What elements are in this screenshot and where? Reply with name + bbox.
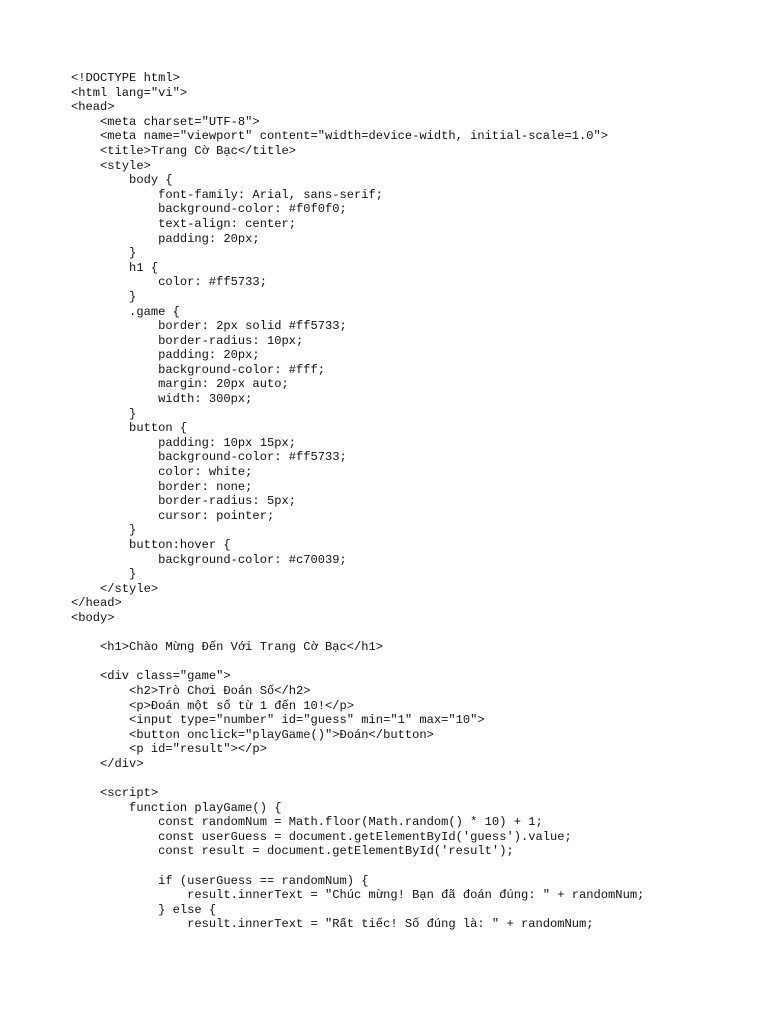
code-line: background-color: #c70039; [71,552,347,567]
code-line: </div> [71,756,144,771]
code-line [71,859,644,874]
code-line: margin: 20px auto; [71,377,289,392]
code-line: border: 2px solid #ff5733; [71,319,347,334]
code-line: <input type="number" id="guess" min="1" max="10"> [71,713,485,728]
code-line: color: #ff5733; [71,275,267,290]
code-line: } [71,406,137,421]
code-line: } [71,523,137,538]
code-line: border: none; [71,479,253,494]
code-line: .game { [71,304,180,319]
code-line: function playGame() { [71,800,282,815]
code-line: border-radius: 10px; [71,333,304,348]
code-line: color: white; [71,465,253,480]
code-line: <button onclick="playGame()">Đoán</button> [71,727,434,742]
code-line: if (userGuess == randomNum) { [71,873,369,888]
code-line: <html lang="vi"> [71,85,188,100]
code-line: <!DOCTYPE html> [71,71,180,85]
code-line: } [71,567,137,582]
code-line: <h1>Chào Mừng Đến Với Trang Cờ Bạc</h1> [71,640,384,655]
code-line: <h2>Trò Chơi Đoán Số</h2> [71,683,311,698]
code-line: cursor: pointer; [71,508,275,523]
code-line: const result = document.getElementById('result'); [71,844,514,859]
code-line: <title>Trang Cờ Bạc</title> [71,143,296,158]
code-line: const randomNum = Math.floor(Math.random() * 10) + 1; [71,815,543,830]
code-line: <script> [71,786,159,801]
code-line: padding: 10px 15px; [71,435,296,450]
code-line: padding: 20px; [71,231,260,246]
code-line: </head> [71,596,122,611]
code-line: h1 { [71,260,159,275]
code-line: button:hover { [71,538,231,552]
code-line: } else { [71,902,217,917]
code-line: width: 300px; [71,392,253,407]
code-line [71,626,644,641]
code-line: button { [71,421,188,436]
code-line: <meta name="viewport" content="width=device-width, initial-scale=1.0"> [71,129,609,144]
code-line: </style> [71,581,159,596]
code-line: } [71,289,137,304]
code-line: background-color: #fff; [71,362,326,377]
code-line: font-family: Arial, sans-serif; [71,187,384,202]
code-line: padding: 20px; [71,348,260,363]
code-line: <style> [71,158,151,173]
code-line: <meta charset="UTF-8"> [71,114,260,129]
code-line [71,655,644,670]
code-line: background-color: #f0f0f0; [71,202,347,217]
code-line: <p id="result"></p> [71,742,267,757]
code-line: <div class="game"> [71,669,231,684]
code-line: result.innerText = "Chúc mừng! Bạn đã đoán đúng: " + randomNum; [71,888,645,903]
code-line: body { [71,173,173,188]
code-line: } [71,246,137,261]
code-line: <head> [71,100,115,115]
code-line: background-color: #ff5733; [71,450,347,465]
code-line: result.innerText = "Rất tiếc! Số đúng là: " + randomNum; [71,917,594,932]
code-line: <p>Đoán một số từ 1 đến 10!</p> [71,698,355,713]
code-line: const userGuess = document.getElementById('guess').value; [71,829,572,844]
code-line: border-radius: 5px; [71,494,296,509]
code-listing [71,71,644,932]
code-line: <body> [71,610,115,625]
code-line: text-align: center; [71,216,296,231]
code-line [71,772,644,787]
